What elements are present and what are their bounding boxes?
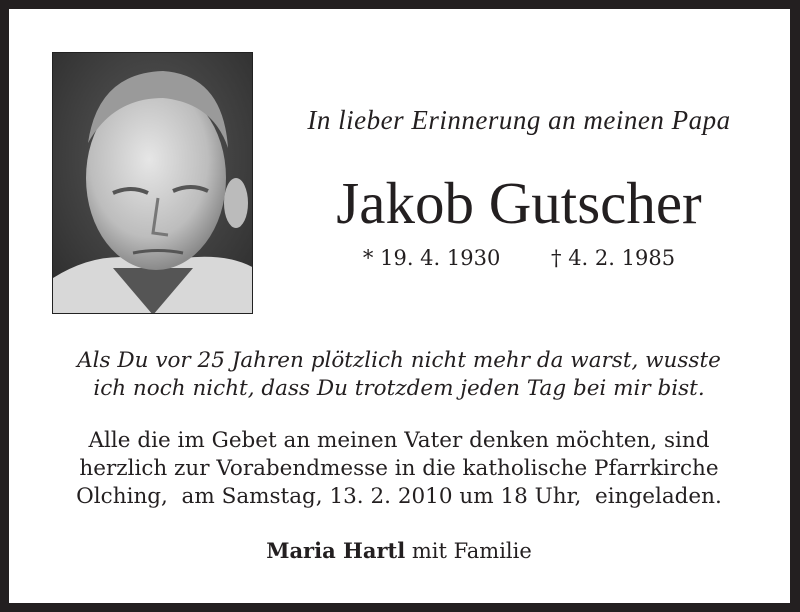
invitation-line: Olching, am Samstag, 13. 2. 2010 um 18 Uhr, eingeladen. — [76, 484, 722, 509]
birth-date: * 19. 4. 1930 — [362, 246, 501, 270]
signature — [39, 538, 759, 563]
signature-name: Maria Hartl — [266, 538, 406, 563]
invitation-line: herzlich zur Vorabendmesse in die katholische Pfarrkirche — [79, 456, 719, 481]
life-dates — [279, 246, 759, 270]
signature-rest: mit Familie — [405, 539, 532, 563]
verse-line: ich noch nicht, dass Du trotzdem jeden Tag bei mir bist. — [93, 376, 705, 401]
deceased-name: Jakob Gutscher — [336, 170, 702, 236]
intro-line: In lieber Erinnerung an meinen Papa — [307, 105, 731, 135]
death-date: † 4. 2. 1985 — [551, 246, 676, 270]
obituary-notice — [9, 9, 790, 603]
portrait-photo — [52, 52, 253, 314]
verse-line: Als Du vor 25 Jahren plötzlich nicht mehr da warst, wusste — [77, 348, 721, 373]
invitation-paragraph — [39, 427, 759, 511]
verse-paragraph — [39, 347, 759, 403]
invitation-line: Alle die im Gebet an meinen Vater denken möchten, sind — [88, 428, 710, 453]
